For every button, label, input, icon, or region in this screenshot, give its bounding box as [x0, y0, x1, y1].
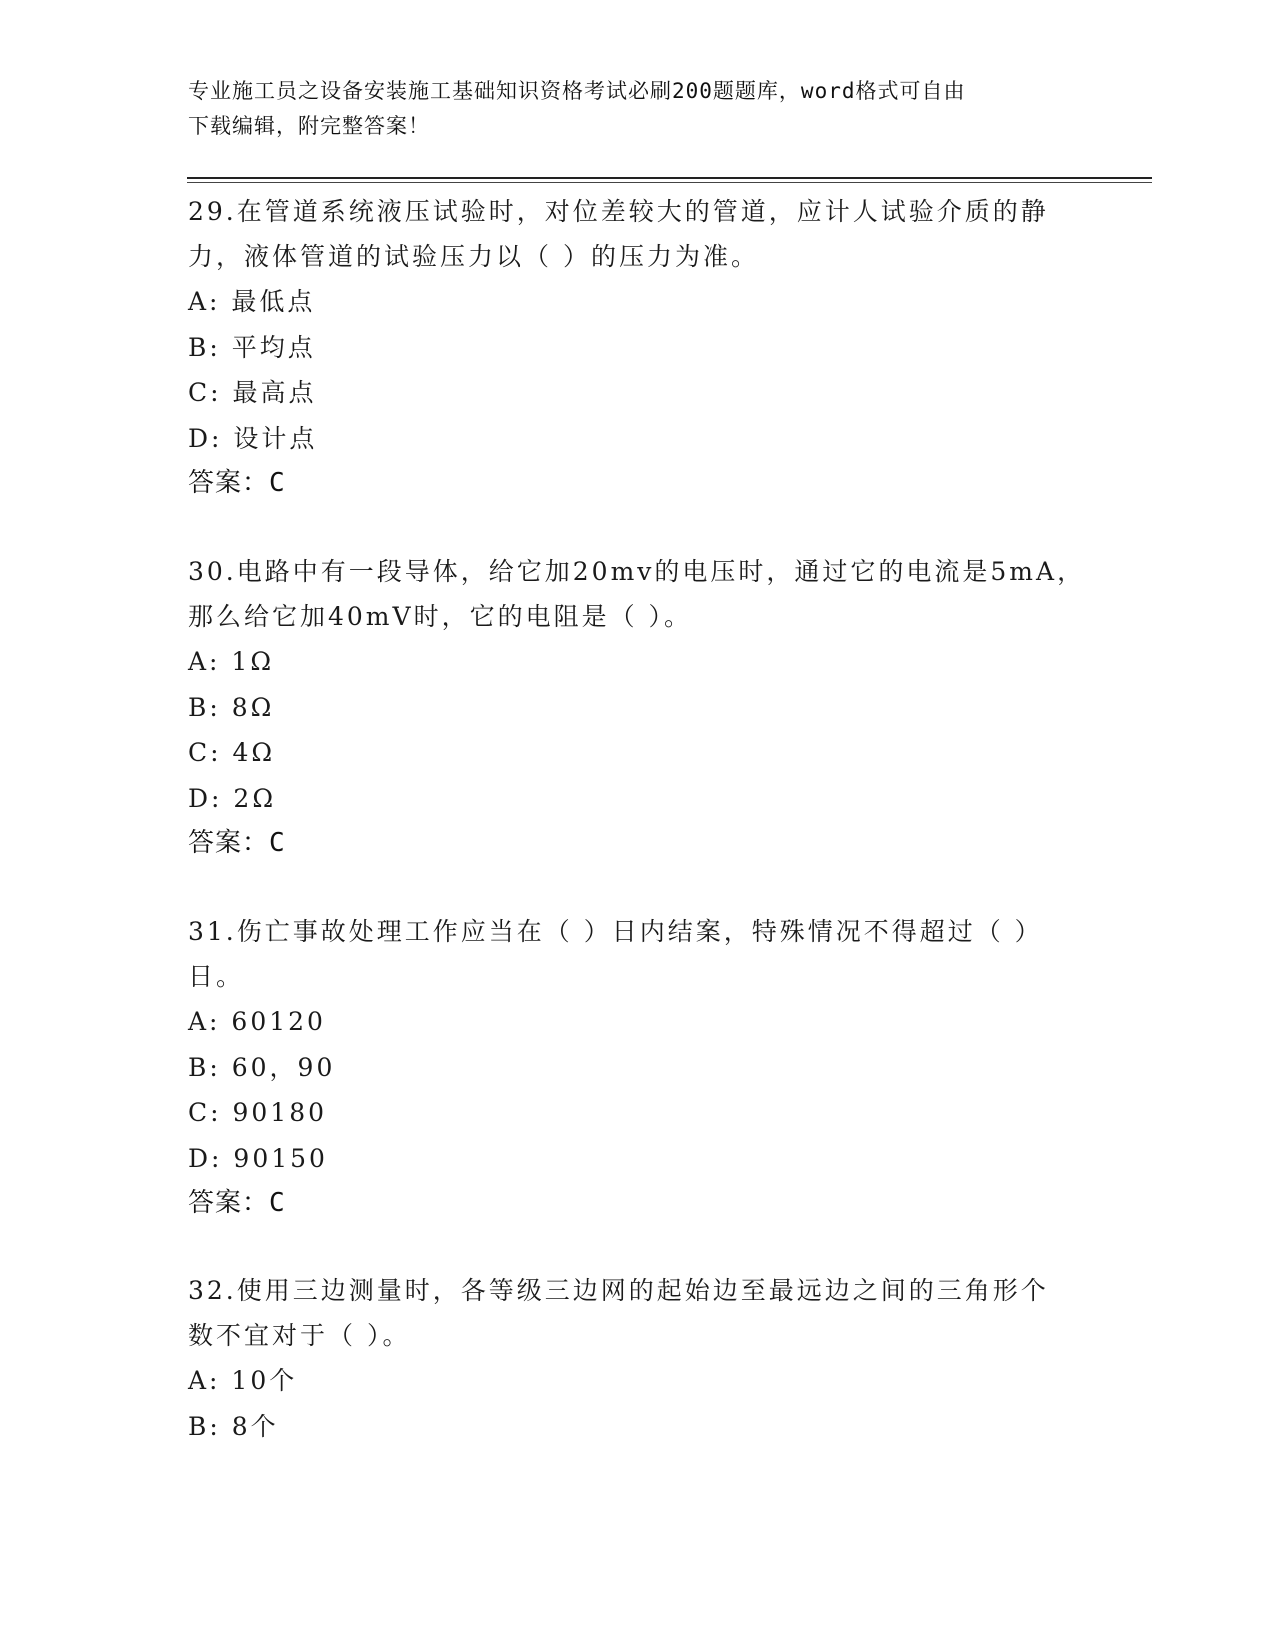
- question-text-line: 数不宜对于（ ）。: [188, 1321, 411, 1350]
- document-header: [188, 74, 1068, 144]
- option-b: B: 8个: [188, 1411, 279, 1441]
- option-c: C: 4Ω: [188, 738, 276, 767]
- option-b: B: 60，90: [188, 1052, 336, 1082]
- question-text-line: 力，液体管道的试验压力以（ ）的压力为准。: [188, 242, 759, 271]
- option-d: D: 设计点: [188, 423, 318, 453]
- question-32: [188, 1268, 1088, 1449]
- option-a: A: 最低点: [188, 287, 316, 316]
- option-c: C: 90180: [188, 1098, 328, 1127]
- header-divider-thin: [187, 182, 1152, 183]
- option-b: B: 平均点: [188, 332, 316, 362]
- option-b: B: 8Ω: [188, 692, 275, 722]
- option-a: A: 1Ω: [188, 647, 275, 676]
- question-text-line: 31.伤亡事故处理工作应当在（ ）日内结案，特殊情况不得超过（ ）: [188, 917, 1043, 946]
- answer: 答案：C: [188, 828, 286, 858]
- header-line-2: 下载编辑，附完整答案！: [188, 114, 430, 138]
- question-text-line: 日。: [188, 962, 245, 991]
- option-c: C: 最高点: [188, 378, 317, 407]
- answer: 答案：C: [188, 468, 286, 498]
- header-divider-thick: [187, 177, 1152, 179]
- question-text-line: 那么给它加40mV时，它的电阻是（ ）。: [188, 602, 693, 631]
- header-line-1: 专业施工员之设备安装施工基础知识资格考试必刷200题题库，word格式可自由: [188, 79, 966, 103]
- option-d: D: 90150: [188, 1143, 328, 1173]
- question-text-line: 32.使用三边测量时，各等级三边网的起始边至最远边之间的三角形个: [188, 1276, 1049, 1305]
- question-text-line: 30.电路中有一段导体，给它加20mv的电压时，通过它的电流是5mA，: [188, 557, 1086, 586]
- question-text-line: 29.在管道系统液压试验时，对位差较大的管道，应计人试验介质的静: [188, 197, 1049, 226]
- option-a: A: 10个: [188, 1366, 298, 1395]
- option-d: D: 2Ω: [188, 783, 277, 813]
- question-29: [188, 189, 1088, 506]
- question-31: [188, 909, 1088, 1226]
- question-30: [188, 549, 1088, 866]
- option-a: A: 60120: [188, 1007, 326, 1036]
- answer: 答案：C: [188, 1188, 286, 1218]
